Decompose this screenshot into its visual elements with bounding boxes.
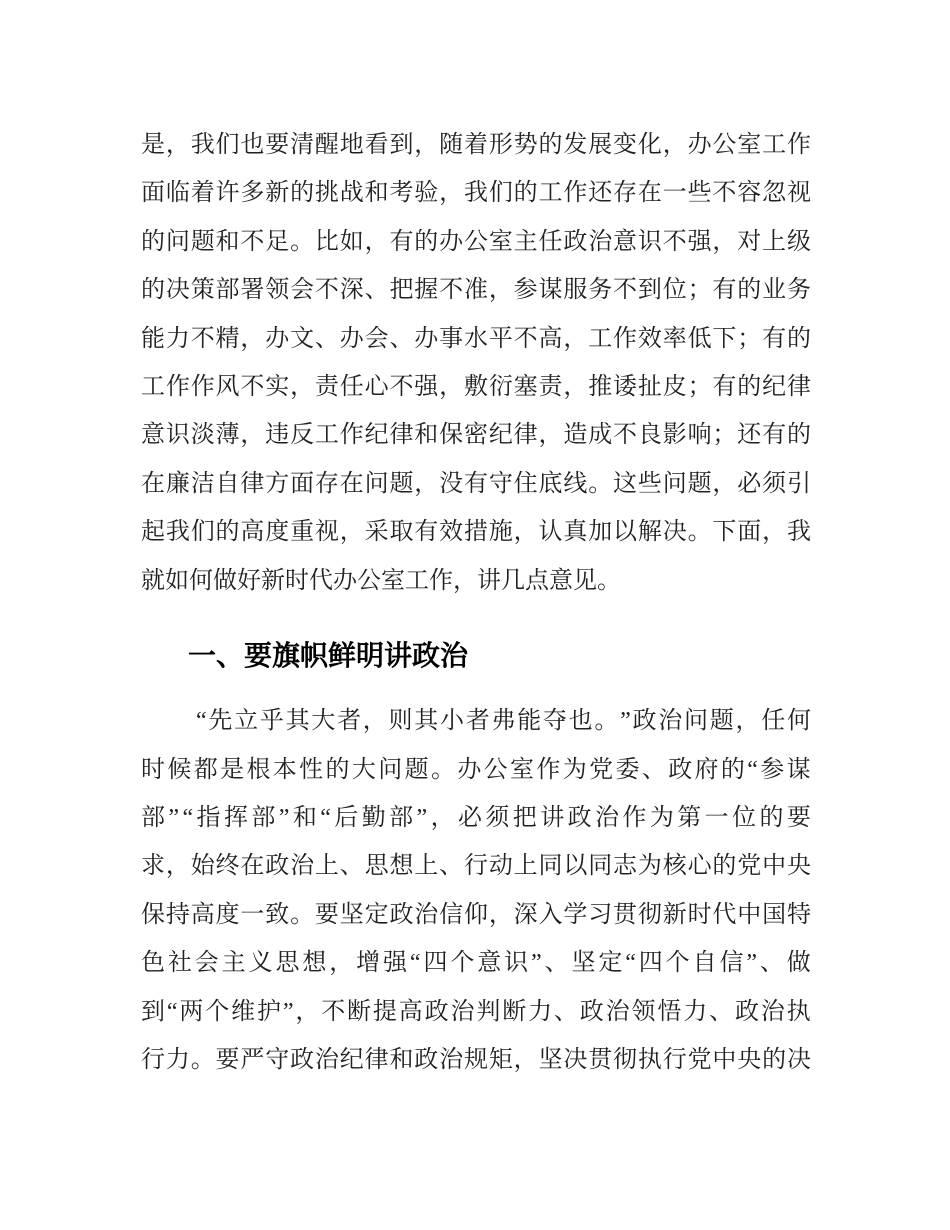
- text-line: 的 决 策 部 署 领 会 不 深 、 把 握 不 准 ， 参 谋 服 务 不 到 位 ； 有 的 业 务: [141, 277, 811, 304]
- text-line: “ 先 立 乎 其 大 者 ， 则 其 小 者 弗 能 夺 也 。 ” 政 治 问 题 ， 任 何: [196, 708, 811, 735]
- section-heading: 一、要旗帜鲜明讲政治: [188, 639, 469, 671]
- text-line: 保 持 高 度 一 致 。 要 坚 定 政 治 信 仰 ， 深 入 学 习 贯 彻 新 时 代 中 国 特: [141, 901, 811, 928]
- text-line: 的 问 题 和 不 足 。 比 如 ， 有 的 办 公 室 主 任 政 治 意 识 不 强 ， 对 上 级: [141, 228, 811, 255]
- text-line: 起 我 们 的 高 度 重 视 ， 采 取 有 效 措 施 ， 认 真 加 以 解 决 。 下 面 ， 我: [141, 519, 811, 546]
- text-line: 面 临 着 许 多 新 的 挑 战 和 考 验 ， 我 们 的 工 作 还 存 在 一 些 不 容 忽 视: [141, 180, 811, 207]
- text-line: 意 识 淡 薄 ， 违 反 工 作 纪 律 和 保 密 纪 律 ， 造 成 不 良 影 响 ； 还 有 的: [141, 422, 811, 449]
- text-line: 是 ， 我 们 也 要 清 醒 地 看 到 ， 随 着 形 势 的 发 展 变 化 ， 办 公 室 工 作: [141, 132, 811, 158]
- text-line: 就如何做好新时代办公室工作，讲几点意见。: [141, 567, 621, 594]
- text-line: 部 ” “ 指 挥 部 ” 和 “ 后 勤 部 ” ， 必 须 把 讲 政 治 作 为 第 一 位 的 要: [141, 805, 811, 832]
- text-line: 色 社 会 主 义 思 想 ， 增 强 “ 四 个 意 识 ” 、 坚 定 “ 四 个 自 信 ” 、 做: [141, 950, 811, 977]
- text-line: 到 “ 两 个 维 护 ” ， 不 断 提 高 政 治 判 断 力 、 政 治 领 悟 力 、 政 治 执: [141, 998, 811, 1025]
- text-line: 能 力 不 精 ， 办 文 、 办 会 、 办 事 水 平 不 高 ， 工 作 效 率 低 下 ； 有 的: [141, 325, 811, 352]
- text-line: 在 廉 洁 自 律 方 面 存 在 问 题 ， 没 有 守 住 底 线 。 这 些 问 题 ， 必 须 引: [141, 470, 811, 497]
- text-block: [141, 0, 811, 1084]
- text-line: 时 候 都 是 根 本 性 的 大 问 题 。 办 公 室 作 为 党 委 、 政 府 的 “ 参 谋: [141, 756, 811, 783]
- paragraph-2: [141, 697, 811, 1084]
- paragraph-1: [141, 121, 811, 605]
- text-line: 求 ， 始 终 在 政 治 上 、 思 想 上 、 行 动 上 同 以 同 志 为 核 心 的 党 中 央: [141, 853, 811, 880]
- text-line: 行 力 。 要 严 守 政 治 纪 律 和 政 治 规 矩 ， 坚 决 贯 彻 执 行 党 中 央 的 决: [141, 1047, 811, 1074]
- text-line: 工 作 作 风 不 实 ， 责 任 心 不 强 ， 敷 衍 塞 责 ， 推 诿 扯 皮 ； 有 的 纪 律: [141, 373, 811, 400]
